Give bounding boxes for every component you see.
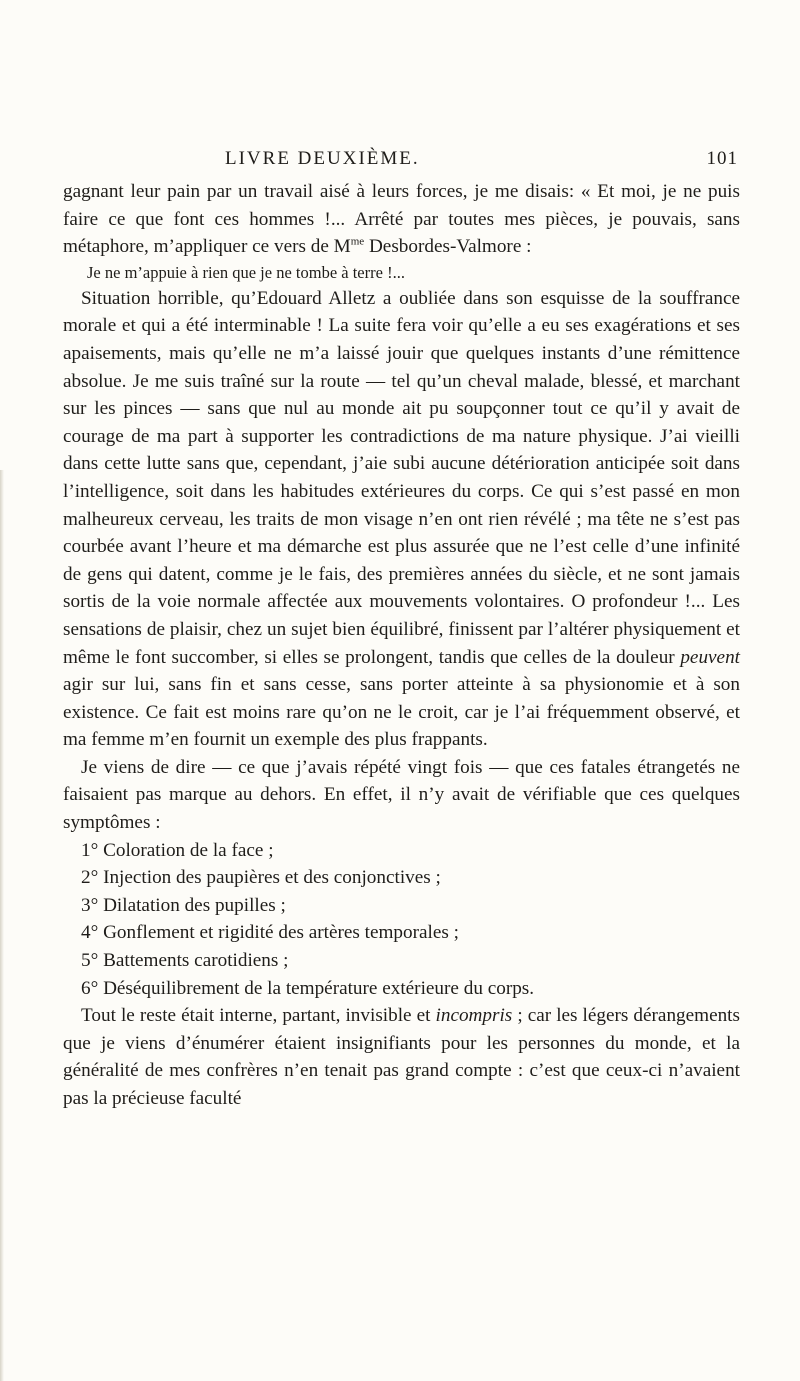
paragraph-1	[63, 178, 740, 261]
verse-quote: Je ne m’appuie à rien que je ne tombe à terre !...	[87, 262, 405, 282]
paragraph-1-text: gagnant leur pain par un travail aisé à leurs forces, je me disais: « Et moi, je ne puis faire ce que font ces hommes !... Arrêté par toutes mes pièces, je pouvais, sans métaphore, m’appliquer ce vers de	[63, 181, 740, 258]
paragraph-3: Je viens de dire — ce que j’avais répété vingt fois — que ces fatales étrangetés ne faisaient pas marque au dehors. En effet, il n’y avait de vérifiable que ces quelques symptômes :	[63, 756, 740, 834]
list-item: 4° Gonflement et rigidité des artères temporales ;	[81, 922, 459, 944]
page-number: 101	[706, 148, 738, 169]
emphasis-peuvent: peuvent	[680, 646, 740, 668]
paragraph-2: Situation horrible, qu’Edouard Alletz a oubliée dans son esquisse de la souffrance morale et qui a été interminable ! La suite fera voir qu’elle a eu ses exagérations et ses apaisements, mais qu’elle ne m’a laissé jouir que quelques instants d’une rémittence absolue. Je me suis traîné sur la route — tel qu’un cheval malade, blessé, et marchant sur les pinces — sans que nul au monde ait pu soupçonner tout ce qu’il y avait de courage de ma part à supporter les contradictions de ma nature physique. J’ai vieilli dans cette lutte sans que, cependant, j’aie subi aucune détérioration anticipée soit dans l’intelligence, soit dans les habitudes extérieures du corps. Ce qui s’est passé en mon malheureux cerveau, les traits de mon visage n’en ont rien révélé ; ma tête ne s’est pas courbée avant l’heure et ma démarche est plus assurée que ne l’est celle d’une infinité de gens qui datent, comme je le fais, des premières années du siècle, et ne sont jamais sortis de la voie normale affectée aux mouvements volontaires. O profondeur !... Les sensations de plaisir, chez un sujet bien équilibré, finissent par l’altérer physiquement et même le font succomber, si elles se prolongent, tandis que celles de la douleur peuvent agir sur lui, sans fin et sans cesse, sans porter atteinte à sa physionomie et à son existence. Ce fait est moins rare qu’on ne le croit, car je l’ai fréquemment observé, et ma femme m’en fournit un exemple des plus frappants.	[63, 287, 740, 751]
list-item: 5° Battements carotidiens ;	[81, 950, 289, 972]
list-item: 6° Déséquilibrement de la température extérieure du corps.	[81, 977, 535, 999]
body-text	[63, 178, 740, 1113]
page-edge-shadow	[0, 470, 4, 1381]
honorific: $M^{me}$	[333, 235, 365, 258]
paragraph-4: Tout le reste était interne, partant, invisible et incompris ; car les légers dérangements que je viens d’énumérer étaient insignifiants pour les personnes du monde, et la généralité de mes confrères n’en tenait pas grand compte : c’est que ceux-ci n’avaient pas la précieuse faculté	[63, 1005, 740, 1109]
poet-name: Desbordes-Valmore :	[364, 236, 532, 258]
list-item: 3° Dilatation des pupilles ;	[81, 894, 286, 916]
emphasis-incompris: incompris	[435, 1005, 513, 1027]
list-item: 1° Coloration de la face ;	[81, 839, 274, 861]
symptom-list	[63, 837, 740, 1003]
list-item: 2° Injection des paupières et des conjonctives ;	[81, 867, 441, 889]
running-head-title: LIVRE DEUXIÈME.	[225, 148, 420, 169]
